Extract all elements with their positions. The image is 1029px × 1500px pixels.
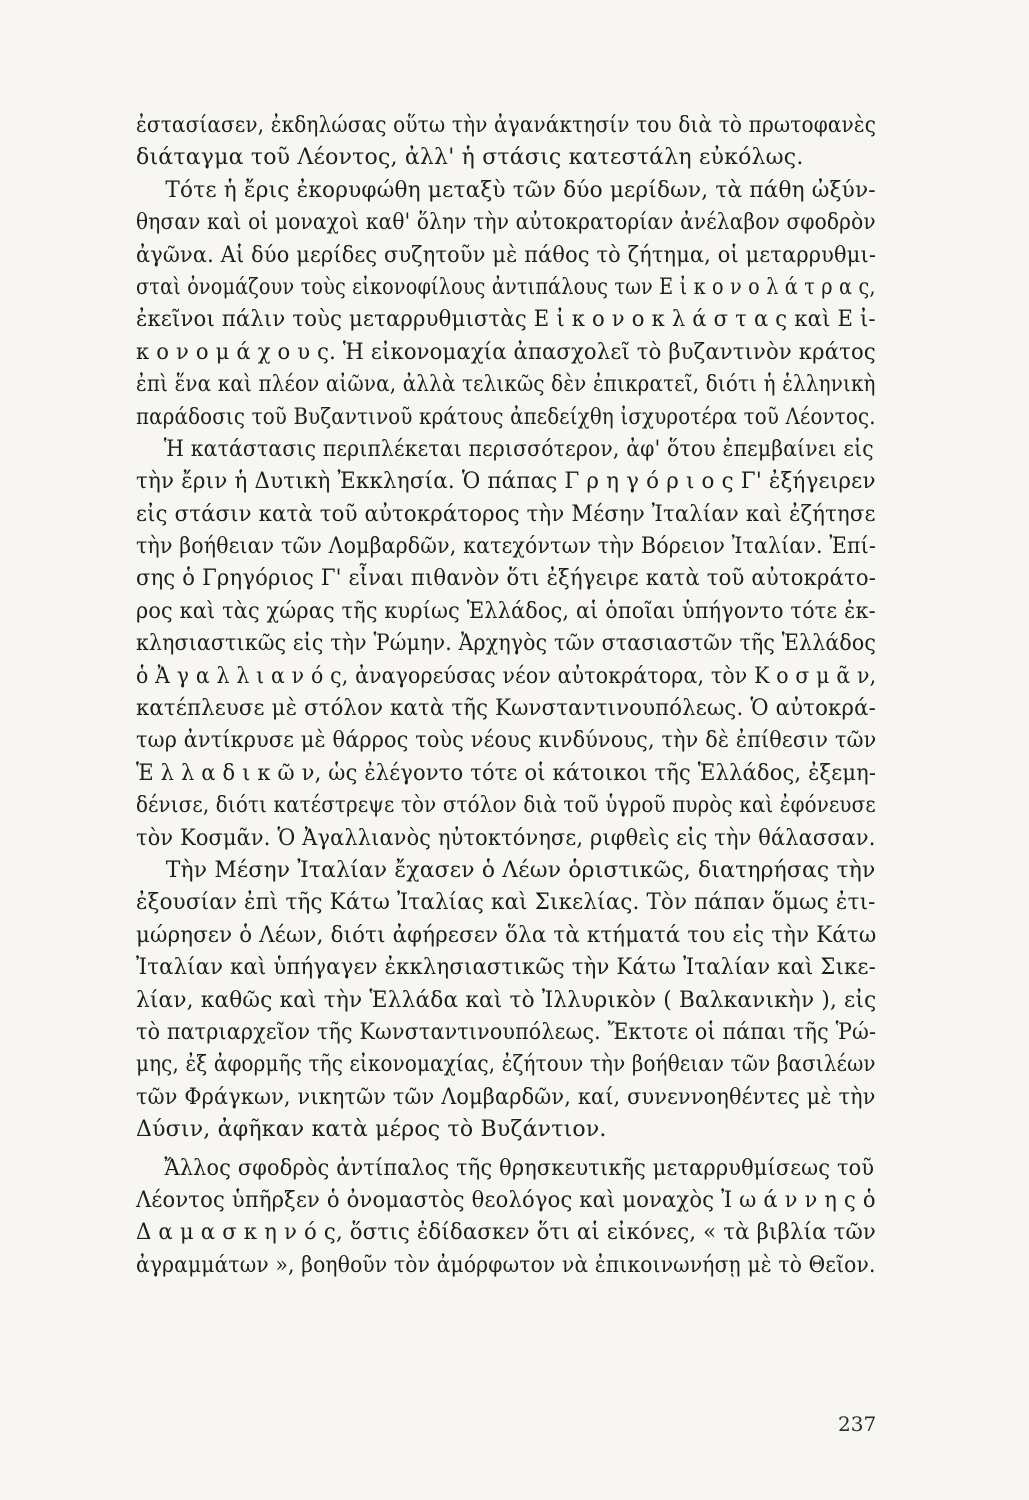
text-line: σης ὁ Γρηγόριος Γ' εἶναι πιθανὸν ὅτι ἐξήγειρε κατὰ τοῦ αὐτοκράτο- (136, 566, 877, 592)
page-number: 237 (838, 1412, 877, 1436)
text-line: Ἡ κατάστασις περιπλέκεται περισσότερον, ἀφ' ὅτου ἐπεμβαίνει εἰς (163, 436, 874, 462)
text-line: διάταγμα τοῦ Λέοντος, ἀλλ' ἡ στάσις κατεστάλη εὐκόλως. (136, 145, 804, 171)
text-line: Λέοντος ὑπῆρξεν ὁ ὀνομαστὸς θεολόγος καὶ μοναχὸς Ἰ ω ά ν ν η ς ὁ (136, 1187, 876, 1213)
text-line: δένισε, διότι κατέστρεψε τὸν στόλον διὰ τοῦ ὑγροῦ πυρὸς καὶ ἐφόνευσε (136, 793, 876, 819)
text-line: μης, ἐξ ἀφορμῆς τῆς εἰκονομαχίας, ἐζήτουν τὴν βοήθειαν τῶν βασιλέων (136, 1052, 876, 1078)
text-line: τῶν Φράγκων, νικητῶν τῶν Λομβαρδῶν, καί, συνεννοηθέντες μὲ τὴν (136, 1084, 876, 1110)
text-line: μώρησεν ὁ Λέων, διότι ἀφήρεσεν ὅλα τὰ κτήματά του εἰς τὴν Κάτω (136, 922, 877, 948)
text-line: Δύσιν, ἀφῆκαν κατὰ μέρος τὸ Βυζάντιον. (136, 1117, 607, 1143)
text-line: ἐπὶ ἕνα καὶ πλέον αἰῶνα, ἀλλὰ τελικῶς δὲν ἐπικρατεῖ, διότι ἡ ἑλληνικὴ (136, 372, 876, 398)
text-line: Ἑ λ λ α δ ι κ ῶ ν, ὡς ἐλέγοντο τότε οἱ κάτοικοι τῆς Ἑλλάδος, ἐξεμη- (136, 760, 877, 786)
text-line: θησαν καὶ οἱ μοναχοὶ καθ' ὅλην τὴν αὐτοκρατορίαν ἀνέλαβον σφοδρὸν (136, 210, 876, 236)
text-line: ἐξουσίαν ἐπὶ τῆς Κάτω Ἰταλίας καὶ Σικελίας. Τὸν πάπαν ὅμως ἐτι- (136, 890, 876, 916)
text-line: ἐκεῖνοι πάλιν τοὺς μεταρρυθμιστὰς Ε ἰ κ ο ν ο κ λ ά σ τ α ς καὶ Ε ἰ- (136, 307, 876, 333)
text-line: κ ο ν ο μ ά χ ο υ ς. Ἡ εἰκονομαχία ἀπασχολεῖ τὸ βυζαντινὸν κράτος (136, 339, 876, 365)
text-line: κατέπλευσε μὲ στόλον κατὰ τῆς Κωνσταντινουπόλεως. Ὁ αὐτοκρά- (136, 696, 876, 722)
text-line: λίαν, καθῶς καὶ τὴν Ἑλλάδα καὶ τὸ Ἰλλυρικὸν ( Βαλκανικὴν ), εἰς (136, 987, 877, 1013)
text-line: τωρ ἀντίκρυσε μὲ θάρρος τοὺς νέους κινδύνους, τὴν δὲ ἐπίθεσιν τῶν (136, 728, 877, 754)
text-line: ἀγῶνα. Αἱ δύο μερίδες συζητοῦν μὲ πάθος τὸ ζήτημα, οἱ μεταρρυθμι- (136, 242, 877, 268)
text-line: ὁ Ἀ γ α λ λ ι α ν ό ς, ἀναγορεύσας νέον αὐτοκράτορα, τὸν Κ ο σ μ ᾶ ν, (136, 663, 877, 689)
text-line: Ἄλλος σφοδρὸς ἀντίπαλος τῆς θρησκευτικῆς μεταρρυθμίσεως τοῦ (164, 1155, 875, 1181)
text-line: τὸν Κοσμᾶν. Ὁ Ἀγαλλιανὸς ηὐτοκτόνησε, ριφθεὶς εἰς τὴν θάλασσαν. (136, 825, 876, 851)
text-line: τὴν βοήθειαν τῶν Λομβαρδῶν, κατεχόντων τὴν Βόρειον Ἰταλίαν. Ἐπί- (136, 534, 876, 560)
text-line: Δ α μ α σ κ η ν ό ς, ὅστις ἐδίδασκεν ὅτι αἱ εἰκόνες, « τὰ βιβλία τῶν (136, 1220, 877, 1246)
text-line: τὸ πατριαρχεῖον τῆς Κωνσταντινουπόλεως. Ἔκτοτε οἱ πάπαι τῆς Ῥώ- (136, 1019, 877, 1045)
text-line: Τὴν Μέσην Ἰταλίαν ἔχασεν ὁ Λέων ὁριστικῶς, διατηρήσας τὴν (165, 857, 876, 883)
body-text (136, 110, 876, 1282)
text-line: κλησιαστικῶς εἰς τὴν Ῥώμην. Ἀρχηγὸς τῶν στασιαστῶν τῆς Ἑλλάδος (136, 631, 877, 657)
text-line: Ἰταλίαν καὶ ὑπήγαγεν ἐκκλησιαστικῶς τὴν Κάτω Ἰταλίαν καὶ Σικε- (136, 955, 876, 981)
text-line: εἰς στάσιν κατὰ τοῦ αὐτοκράτορος τὴν Μέσην Ἰταλίαν καὶ ἐζήτησε (136, 501, 876, 527)
text-line: τὴν ἔριν ἡ Δυτικὴ Ἐκκλησία. Ὁ πάπας Γ ρ η γ ό ρ ι ο ς Γ' ἐξήγειρεν (136, 469, 876, 495)
text-line: ἀγραμμάτων », βοηθοῦν τὸν ἀμόρφωτον νὰ ἐπικοινωνήσῃ μὲ τὸ Θεῖον. (136, 1252, 876, 1278)
text-line: ἐστασίασεν, ἐκδηλώσας οὕτω τὴν ἀγανάκτησίν του διὰ τὸ πρωτοφανὲς (136, 113, 877, 138)
text-line: παράδοσις τοῦ Βυζαντινοῦ κράτους ἀπεδείχθη ἰσχυροτέρα τοῦ Λέοντος. (136, 404, 876, 430)
text-line: ρος καὶ τὰς χώρας τῆς κυρίως Ἑλλάδος, αἱ ὁποῖαι ὑπήγοντο τότε ἐκ- (136, 598, 876, 624)
text-line: Τότε ἡ ἔρις ἐκορυφώθη μεταξὺ τῶν δύο μερίδων, τὰ πάθη ὠξύν- (165, 177, 876, 203)
text-line: σταὶ ὀνομάζουν τοὺς εἰκονοφίλους ἀντιπάλους των Ε ἰ κ ο ν ο λ ά τ ρ α ς, (136, 274, 876, 300)
